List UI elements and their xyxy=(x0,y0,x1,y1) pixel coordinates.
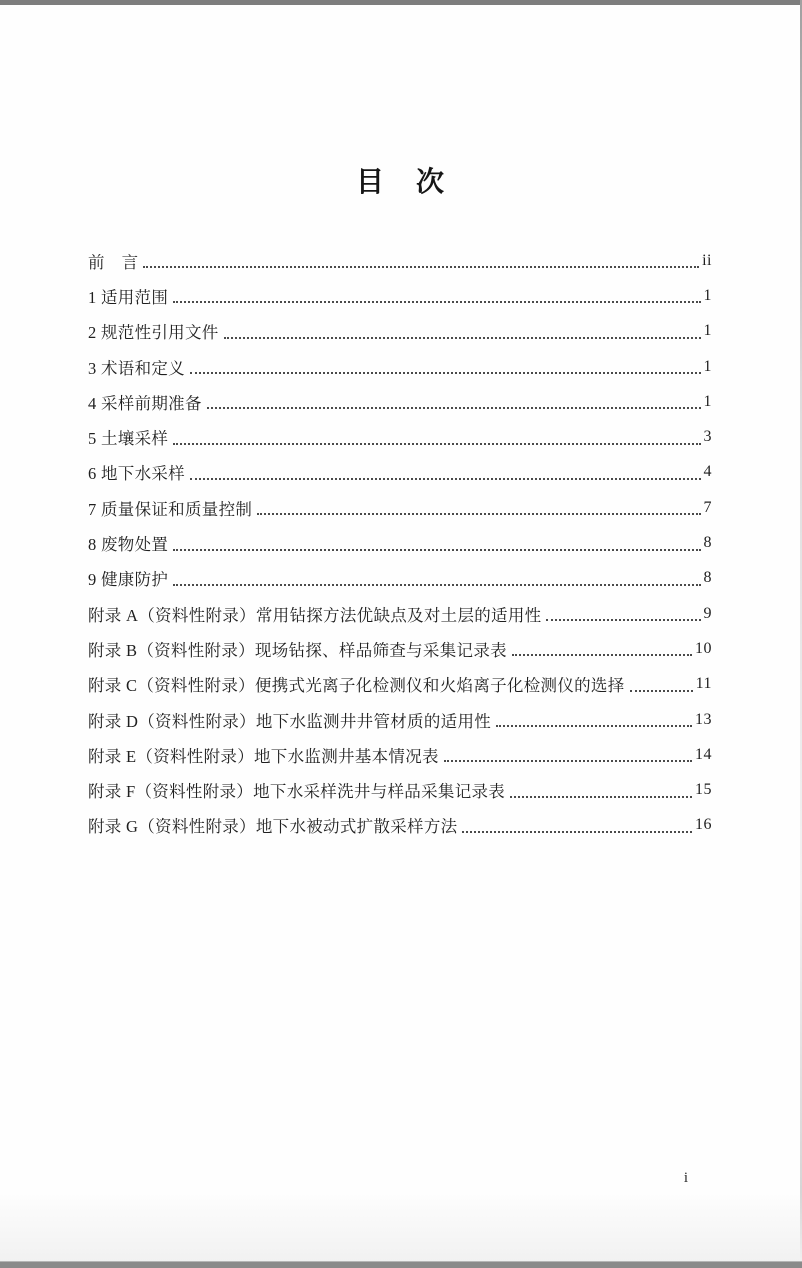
toc-entry xyxy=(88,314,712,349)
toc-entry xyxy=(88,772,712,807)
toc-entry-page-number: 1 xyxy=(703,286,712,304)
toc-entry xyxy=(88,631,712,666)
toc-entry-label: 附录 G（资料性附录）地下水被动式扩散采样方法 xyxy=(88,817,458,837)
toc-entry-page-number: 13 xyxy=(695,710,712,728)
dot-leader xyxy=(462,818,692,833)
dot-leader xyxy=(224,324,701,339)
dot-leader xyxy=(173,536,700,551)
toc-entry-page-number: 8 xyxy=(703,534,712,552)
dot-leader xyxy=(173,430,700,445)
toc-entry-page-number: 3 xyxy=(703,428,712,446)
toc-entry-page-number: 1 xyxy=(703,357,712,375)
toc-entry xyxy=(88,667,712,702)
dot-leader xyxy=(546,606,700,621)
dot-leader xyxy=(173,288,700,303)
dot-leader xyxy=(190,359,701,374)
toc-entry-label: 5 土壤采样 xyxy=(88,429,169,449)
toc-entry xyxy=(88,596,712,631)
toc-entry xyxy=(88,278,712,313)
toc-entry-page-number: 11 xyxy=(695,675,712,693)
toc-entry-page-number: 10 xyxy=(695,639,712,657)
page-title: 目 次 xyxy=(355,167,446,198)
toc-entry-label: 前 言 xyxy=(88,252,139,272)
dot-leader xyxy=(143,253,699,268)
toc-entry-page-number: 1 xyxy=(703,392,712,410)
toc-entry xyxy=(88,561,712,596)
toc-entry-label: 1 适用范围 xyxy=(88,287,169,307)
table-of-contents xyxy=(88,243,712,843)
toc-entry xyxy=(88,737,712,772)
dot-leader xyxy=(173,571,700,586)
page-bottom-shadow xyxy=(0,1192,802,1262)
toc-entry xyxy=(88,349,712,384)
toc-entry xyxy=(88,702,712,737)
toc-entry xyxy=(88,525,712,560)
toc-entry-page-number: 9 xyxy=(703,604,712,622)
toc-entry-page-number: 4 xyxy=(703,463,712,481)
dot-leader xyxy=(512,641,692,656)
toc-entry-label: 4 采样前期准备 xyxy=(88,393,202,413)
toc-entry-page-number: 8 xyxy=(703,569,712,587)
dot-leader xyxy=(444,747,692,762)
toc-entry-label: 附录 F（资料性附录）地下水采样洗井与样品采集记录表 xyxy=(88,782,506,802)
toc-entry xyxy=(88,243,712,278)
toc-entry-label: 附录 E（资料性附录）地下水监测井基本情况表 xyxy=(88,746,439,766)
dot-leader xyxy=(496,712,692,727)
top-edge-bar xyxy=(0,0,802,5)
bottom-edge-bar xyxy=(0,1261,802,1268)
toc-entry-page-number: 15 xyxy=(695,781,712,799)
toc-entry-page-number: 1 xyxy=(703,322,712,340)
dot-leader xyxy=(510,783,692,798)
toc-entry xyxy=(88,808,712,843)
footer-page-number: i xyxy=(683,1170,689,1186)
dot-leader xyxy=(190,465,701,480)
toc-entry-page-number: 7 xyxy=(703,498,712,516)
toc-entry-page-number: ii xyxy=(702,251,712,269)
dot-leader xyxy=(207,394,701,409)
dot-leader xyxy=(630,677,693,692)
toc-entry-label: 附录 A（资料性附录）常用钻探方法优缺点及对土层的适用性 xyxy=(88,605,542,625)
toc-entry-label: 附录 B（资料性附录）现场钻探、样品筛查与采集记录表 xyxy=(88,640,507,660)
toc-entry-label: 附录 C（资料性附录）便携式光离子化检测仪和火焰离子化检测仪的选择 xyxy=(88,676,625,696)
toc-entry xyxy=(88,455,712,490)
toc-entry xyxy=(88,419,712,454)
dot-leader xyxy=(257,500,700,515)
toc-entry xyxy=(88,490,712,525)
toc-entry-label: 附录 D（资料性附录）地下水监测井井管材质的适用性 xyxy=(88,711,492,731)
toc-entry-label: 9 健康防护 xyxy=(88,570,169,590)
toc-entry-label: 6 地下水采样 xyxy=(88,464,185,484)
toc-entry xyxy=(88,384,712,419)
toc-entry-page-number: 16 xyxy=(695,816,712,834)
toc-entry-label: 2 规范性引用文件 xyxy=(88,323,219,343)
toc-entry-page-number: 14 xyxy=(695,745,712,763)
toc-entry-label: 8 废物处置 xyxy=(88,535,169,555)
toc-entry-label: 3 术语和定义 xyxy=(88,358,185,378)
toc-entry-label: 7 质量保证和质量控制 xyxy=(88,499,253,519)
